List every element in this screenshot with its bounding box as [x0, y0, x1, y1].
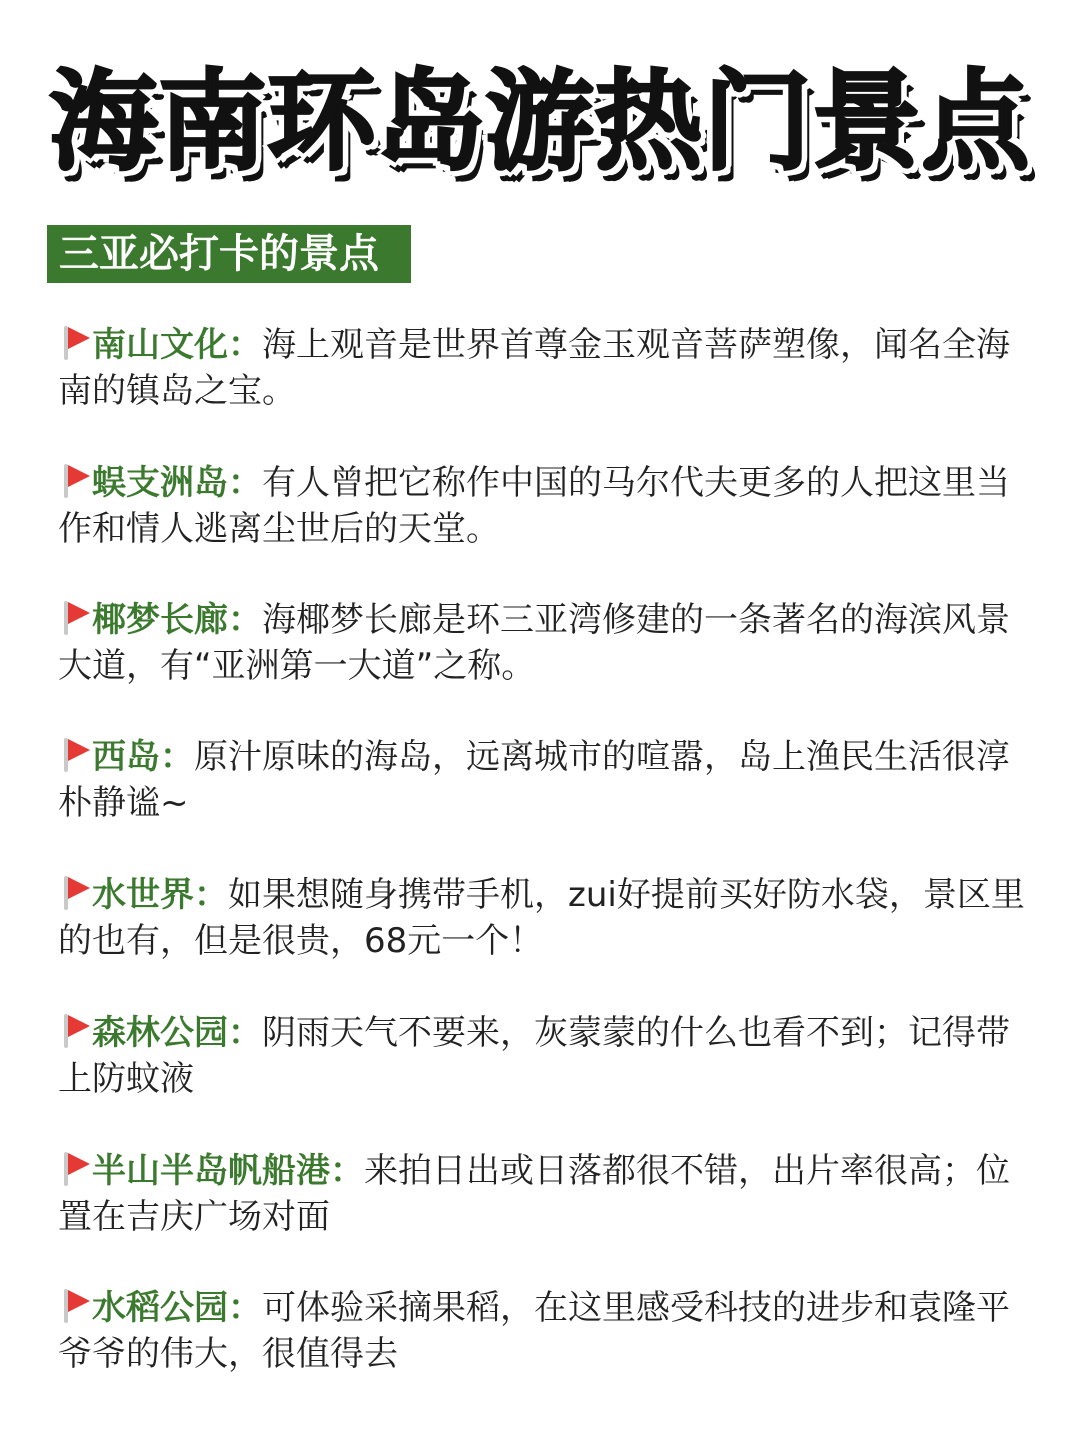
attraction-description: 来拍日出或日落都很不错，出片率很高；位置在吉庆广场对面: [58, 1151, 1010, 1237]
attraction-description: 原汁原味的海岛，远离城市的喧嚣，岛上渔民生活很淳朴静谧~: [58, 737, 1010, 823]
attraction-description: 如果想随身携带手机，zui好提前买好防水袋，景区里的也有，但是很贵，68元一个！: [58, 875, 1025, 961]
attraction-name: 水稻公园：: [92, 1288, 262, 1328]
attraction-description: 可体验采摘果稻，在这里感受科技的进步和袁隆平爷爷的伟大，很值得去: [58, 1288, 1010, 1374]
section-tag: 三亚必打卡的景点: [47, 225, 411, 283]
red-flag-icon: [58, 1152, 90, 1186]
page-title: 海南环岛游热门景点: [49, 60, 1031, 185]
red-flag-icon: [58, 601, 90, 635]
red-flag-icon: [58, 1289, 90, 1323]
list-item: [58, 597, 1028, 689]
attraction-name: 南山文化：: [92, 325, 262, 365]
list-item: [58, 734, 1028, 826]
red-flag-icon: [58, 464, 90, 498]
list-item: [58, 1148, 1028, 1240]
attraction-name: 森林公园：: [92, 1013, 262, 1053]
list-item: [58, 322, 1028, 414]
attraction-description: 海椰梦长廊是环三亚湾修建的一条著名的海滨风景大道，有“亚洲第一大道”之称。: [58, 600, 1010, 686]
red-flag-icon: [58, 876, 90, 910]
attraction-description: 有人曾把它称作中国的马尔代夫更多的人把这里当作和情人逃离尘世后的天堂。: [58, 463, 1010, 549]
attraction-description: 阴雨天气不要来，灰蒙蒙的什么也看不到；记得带上防蚊液: [58, 1013, 1010, 1099]
red-flag-icon: [58, 738, 90, 772]
red-flag-icon: [58, 326, 90, 360]
attraction-description: 海上观音是世界首尊金玉观音菩萨塑像，闻名全海南的镇岛之宝。: [58, 325, 1010, 411]
list-item: [58, 460, 1028, 552]
attraction-name: 西岛：: [92, 737, 194, 777]
attraction-name: 水世界：: [92, 875, 228, 915]
attraction-name: 椰梦长廊：: [92, 600, 262, 640]
red-flag-icon: [58, 1014, 90, 1048]
list-item: [58, 1285, 1028, 1377]
attraction-name: 半山半岛帆船港：: [92, 1151, 364, 1191]
attraction-name: 蜈支洲岛：: [92, 463, 262, 503]
list-item: [58, 872, 1028, 964]
list-item: [58, 1010, 1028, 1102]
